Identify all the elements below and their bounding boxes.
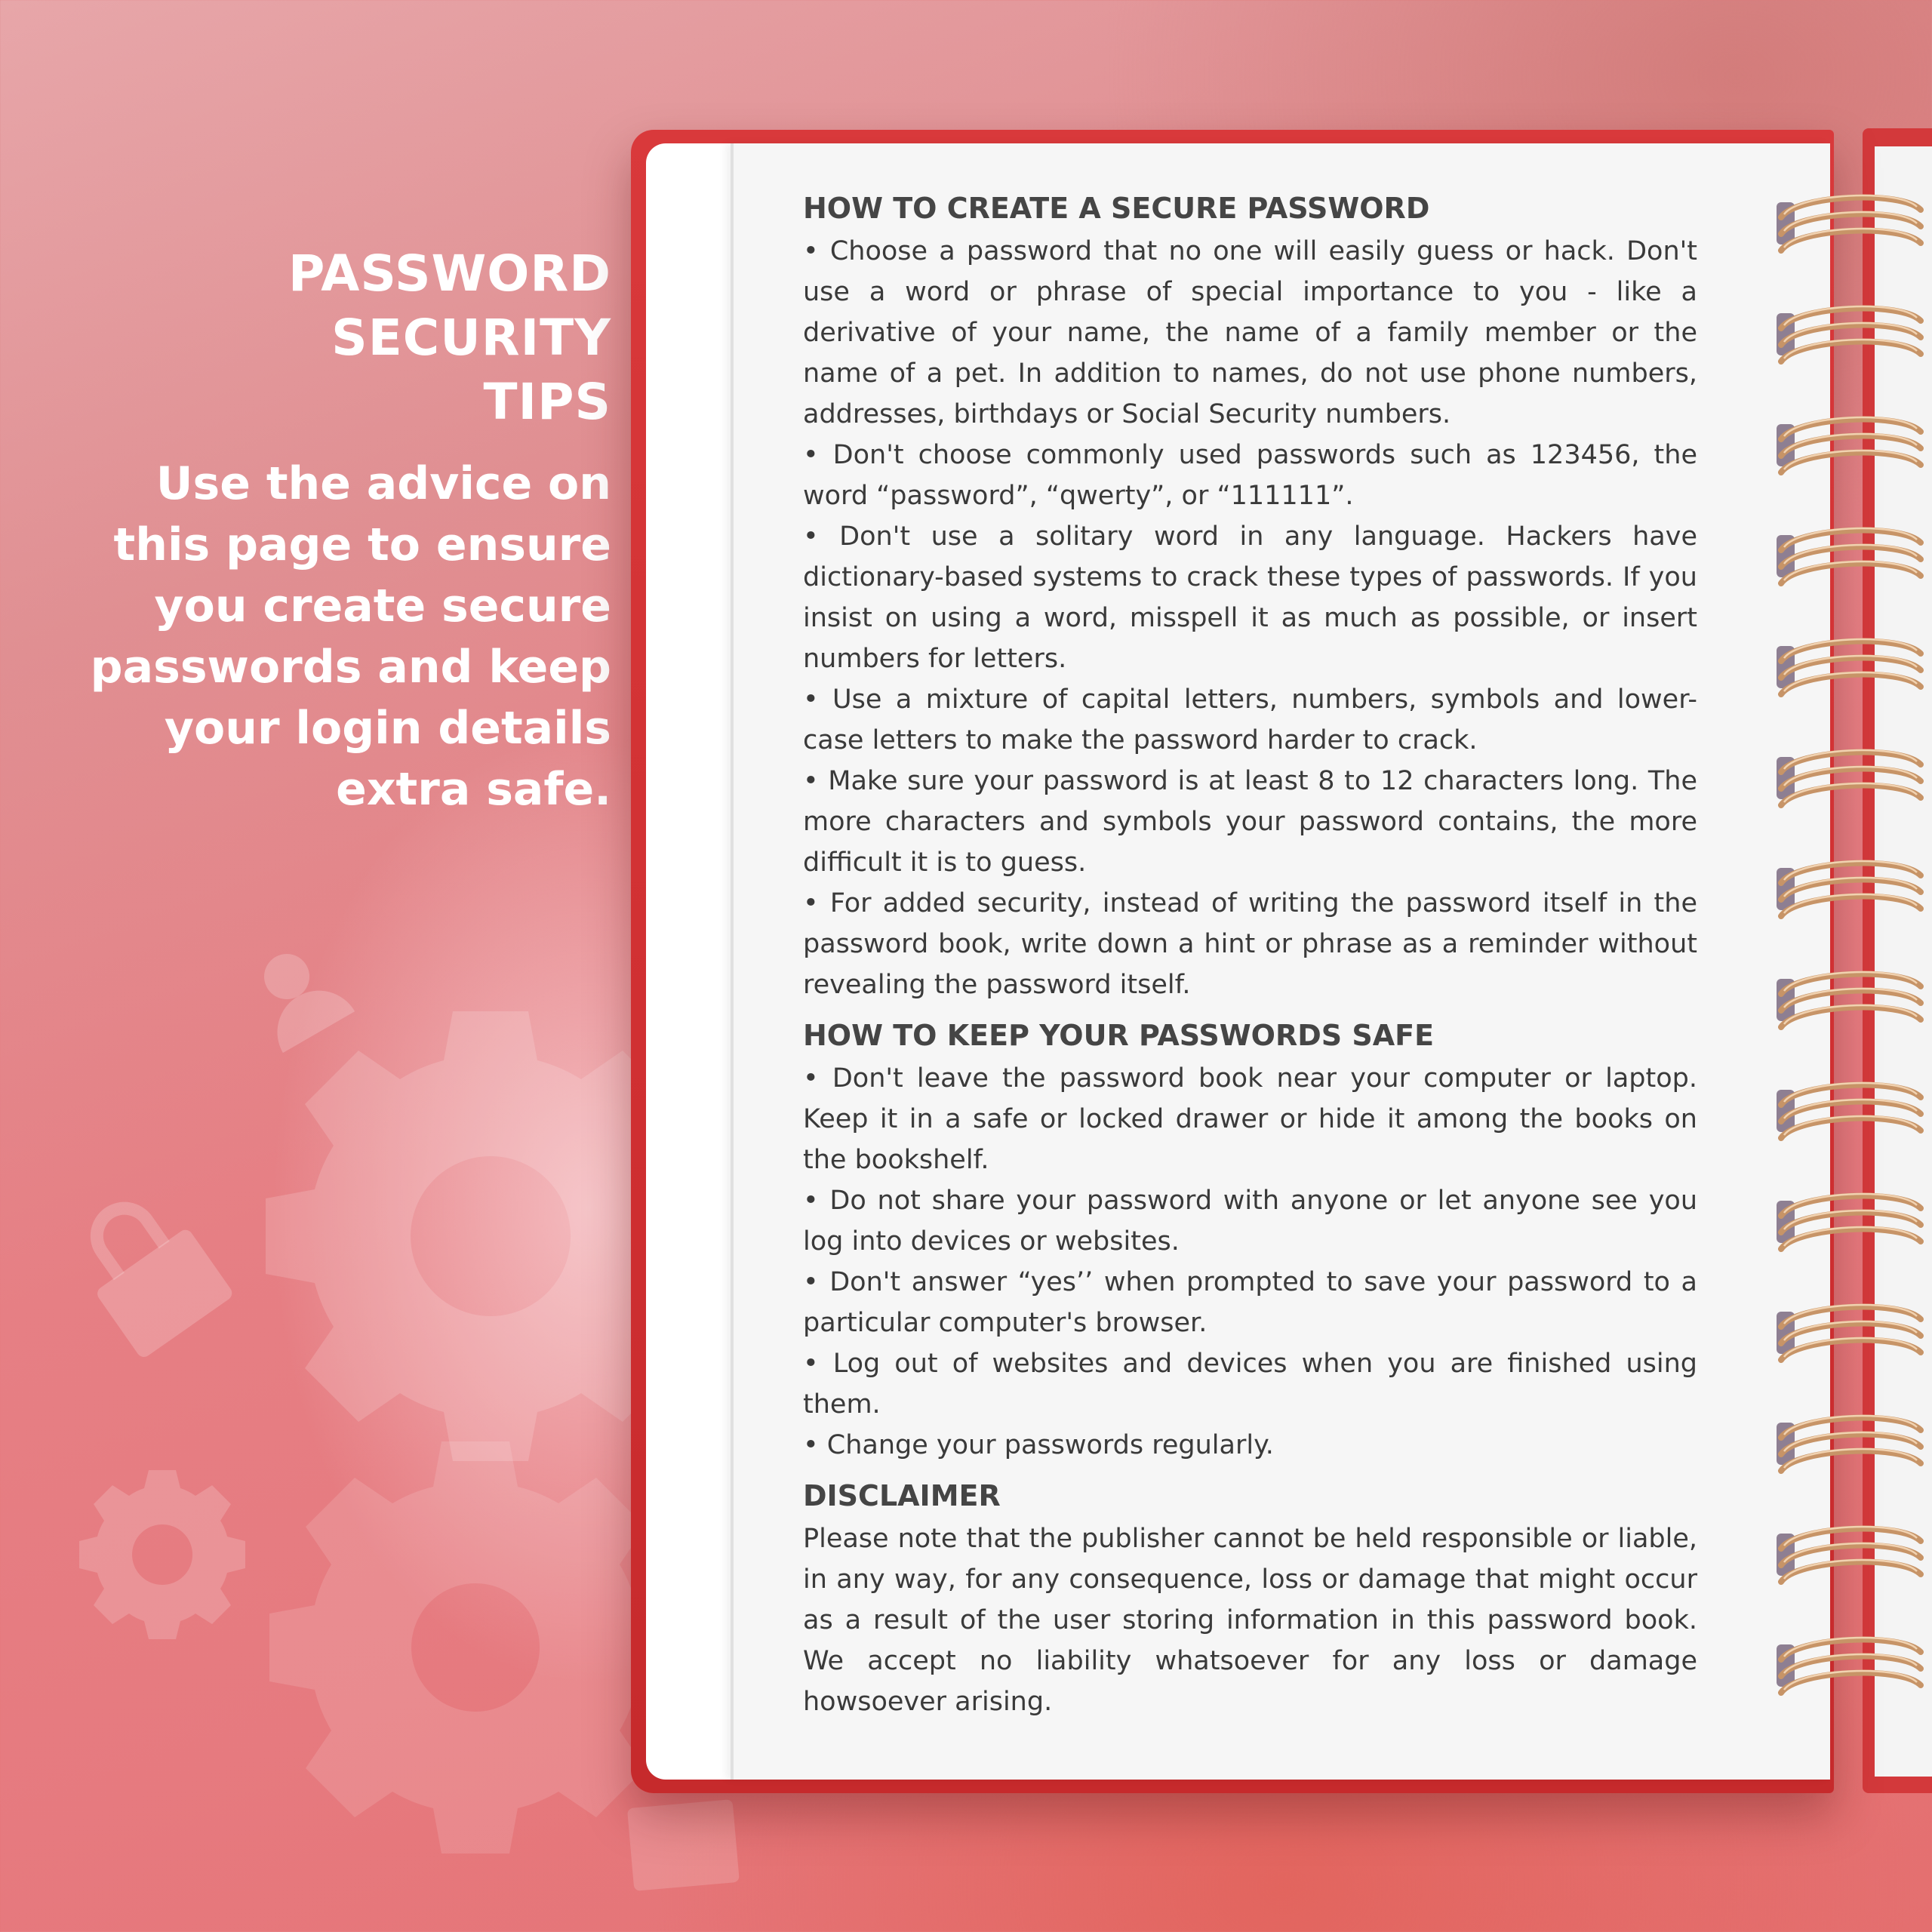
spiral-ring [1777,1083,1921,1138]
spiral-ring [1777,861,1921,916]
headline-title: PASSWORD SECURITY TIPS [288,245,611,431]
tip-item: • Choose a password that no one will easily guess or hack. Don't use a word or phrase of special importance to you - like a derivative of your name, the name of a family member or the name of a pet. In addition to names, do not use phone numbers, addresses, birthdays or Social Security numbers. [803,236,1697,429]
spiral-ring [1777,1194,1921,1249]
tip-item: • For added security, instead of writing the password itself in the password book, write down a hint or phrase as a reminder without revealing the password itself. [803,888,1697,1000]
tip-item: • Don't choose commonly used passwords such as 123456, the word “password”, “qwerty”, or “111111”. [803,440,1697,511]
spiral-ring [1777,1416,1921,1471]
section-heading-keep-safe: HOW TO KEEP YOUR PASSWORDS SAFE [803,1019,1435,1052]
spiral-ring [1777,972,1921,1027]
spiral-ring [1777,195,1921,251]
tip-item: • Don't use a solitary word in any language. Hackers have dictionary-based systems to crack these types of passwords. If you insist on using a word, misspell it as much as possible, or insert numbers for letters. [803,521,1697,674]
headline-subtitle: Use the advice on this page to ensure you create secure passwords and keep your login details extra safe. [90,457,611,816]
page-content [803,186,1697,1722]
disclaimer-text: Please note that the publisher cannot be held responsible or liable, in any way, for any consequence, loss or damage that might occur as a result of the user storing information in this password book. We accept no liability whatsoever for any loss or damage howsoever arising. [803,1524,1697,1717]
lock-icon [59,1176,235,1360]
spiral-binding [1766,181,1932,1736]
spiral-ring [1777,1638,1921,1693]
tip-item: • Change your passwords regularly. [803,1430,1274,1460]
gear-icon [79,1470,245,1639]
headline-block [30,242,611,820]
section-heading-disclaimer: DISCLAIMER [803,1479,1001,1512]
spiral-ring [1777,417,1921,472]
spiral-ring [1777,750,1921,805]
spiral-ring [1777,639,1921,694]
section-heading-create: HOW TO CREATE A SECURE PASSWORD [803,192,1430,225]
tip-item: • Make sure your password is at least 8 to 12 characters long. The more characters and symbols your password contains, the more difficult it is to guess. [803,766,1697,878]
gear-icon [269,1441,681,1854]
tip-item: • Don't answer “yes’’ when prompted to save your password to a particular computer's browser. [803,1267,1697,1338]
spiral-ring [1777,306,1921,361]
user-icon [239,937,355,1054]
spiral-ring [1777,1305,1921,1360]
lock-icon [627,1799,740,1891]
spiral-ring [1777,1527,1921,1582]
tip-item: • Use a mixture of capital letters, numbers, symbols and lower-case letters to make the password harder to crack. [803,685,1697,755]
spiral-ring [1777,528,1921,583]
tip-item: • Log out of websites and devices when you are finished using them. [803,1349,1697,1420]
tip-item: • Do not share your password with anyone or let anyone see you log into devices or websites. [803,1186,1697,1257]
tip-item: • Don't leave the password book near your computer or laptop. Keep it in a safe or locked drawer or hide it among the books on the bookshelf. [803,1063,1697,1175]
